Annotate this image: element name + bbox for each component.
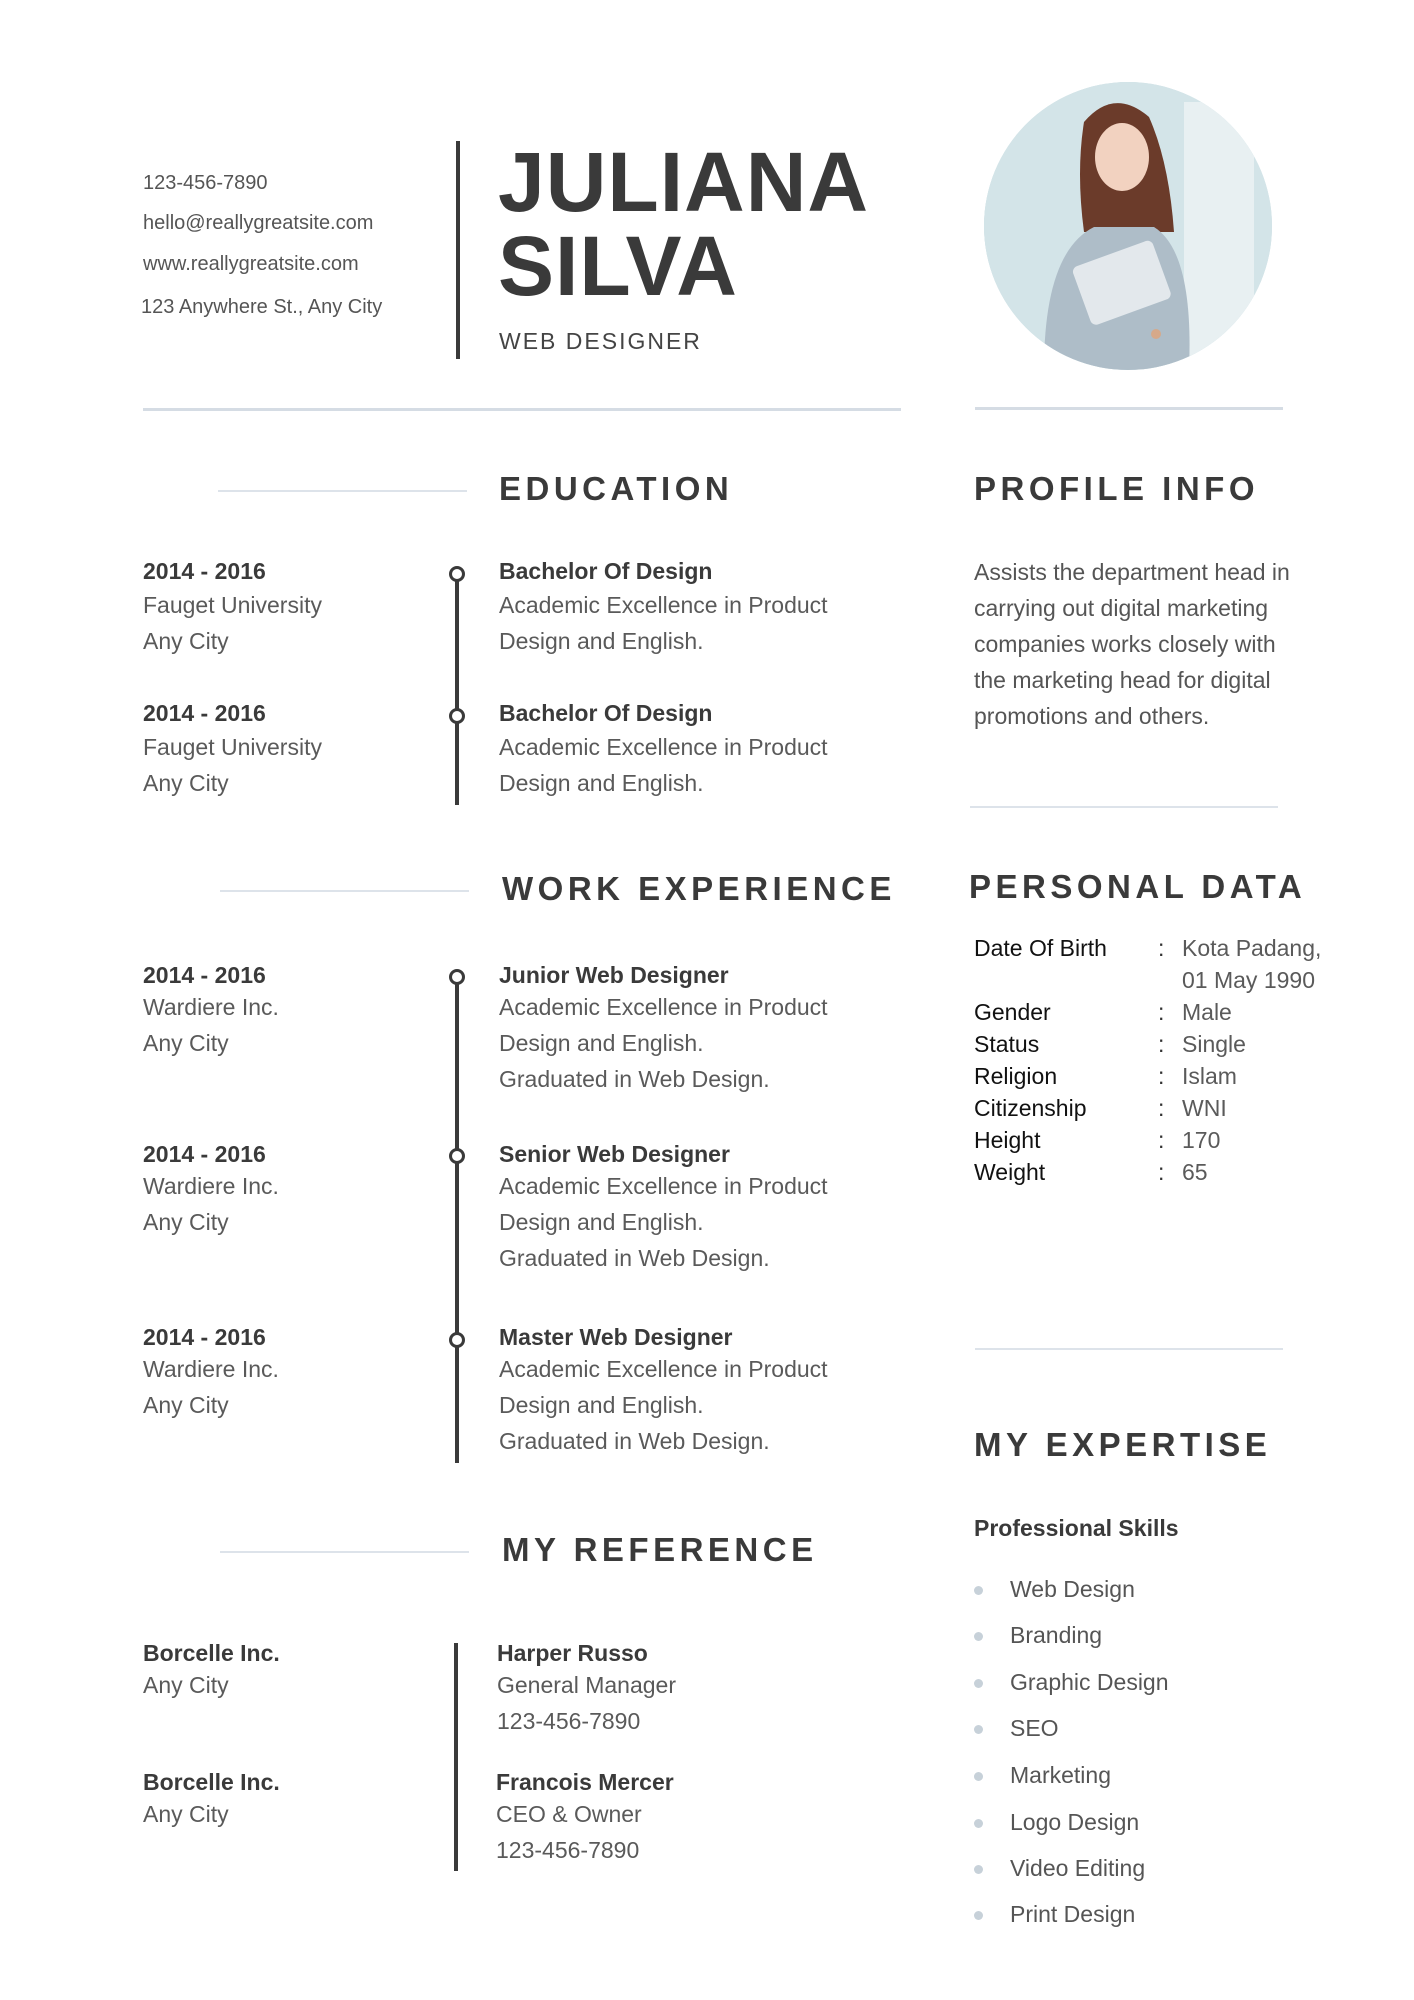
- personal-value: 65: [1182, 1159, 1208, 1185]
- reference-item: [143, 1769, 280, 1832]
- personal-label: Religion: [974, 1063, 1058, 1089]
- timeline-node-icon: [449, 566, 465, 582]
- person-photo-icon: [984, 82, 1272, 370]
- expertise-title: MY EXPERTISE: [974, 1426, 1272, 1463]
- header-rule-left: [143, 408, 901, 411]
- education-title-rule: [218, 490, 467, 492]
- work-years: 2014 - 2016: [143, 1324, 266, 1350]
- reference-divider: [454, 1643, 458, 1871]
- profile-rule: [970, 806, 1278, 808]
- personal-value: Kota Padang,: [1182, 935, 1322, 961]
- work-role: Junior Web Designer: [499, 962, 729, 988]
- contact-website[interactable]: www.reallygreatsite.com: [143, 253, 359, 275]
- header-rule-right: [975, 407, 1283, 410]
- reference-phone: 123-456-7890: [497, 1708, 641, 1734]
- timeline-node-icon: [449, 969, 465, 985]
- personal-value: WNI: [1182, 1095, 1227, 1121]
- work-company: Wardiere Inc.: [143, 994, 279, 1020]
- education-years: 2014 - 2016: [143, 558, 266, 584]
- job-title: WEB DESIGNER: [499, 328, 702, 354]
- reference-position: General Manager: [497, 1672, 676, 1698]
- work-timeline: [455, 975, 459, 1463]
- work-desc: Design and English.: [499, 1030, 704, 1056]
- personal-value: Male: [1182, 999, 1232, 1025]
- work-company: Wardiere Inc.: [143, 1173, 279, 1199]
- education-desc: Design and English.: [499, 628, 704, 654]
- education-desc: Academic Excellence in Product: [499, 734, 828, 760]
- work-item: [143, 1141, 279, 1240]
- education-city: Any City: [143, 770, 229, 796]
- education-title: EDUCATION: [499, 470, 734, 507]
- work-desc: Academic Excellence in Product: [499, 994, 828, 1020]
- education-school: Fauget University: [143, 734, 322, 760]
- work-detail: [499, 962, 828, 1097]
- work-desc: Academic Excellence in Product: [499, 1173, 828, 1199]
- bullet-icon: [974, 1772, 983, 1781]
- work-city: Any City: [143, 1209, 229, 1235]
- education-degree: Bachelor Of Design: [499, 700, 713, 726]
- work-detail: [499, 1141, 828, 1276]
- personal-label: Citizenship: [974, 1095, 1087, 1121]
- education-desc: Design and English.: [499, 770, 704, 796]
- work-desc: Graduated in Web Design.: [499, 1428, 770, 1454]
- contact-phone: 123-456-7890: [143, 172, 268, 194]
- personal-colon: :: [1158, 1095, 1165, 1121]
- education-city: Any City: [143, 628, 229, 654]
- work-city: Any City: [143, 1030, 229, 1056]
- reference-city: Any City: [143, 1801, 229, 1827]
- bullet-icon: [974, 1819, 983, 1828]
- contact-email[interactable]: hello@reallygreatsite.com: [143, 212, 374, 234]
- personal-colon: :: [1158, 1159, 1165, 1185]
- work-detail: [499, 1324, 828, 1459]
- personal-colon: :: [1158, 1127, 1165, 1153]
- header-divider: [456, 141, 460, 359]
- work-desc: Graduated in Web Design.: [499, 1066, 770, 1092]
- personal-value: Islam: [1182, 1063, 1237, 1089]
- personal-title: PERSONAL DATA: [969, 868, 1307, 905]
- education-detail: [499, 558, 828, 659]
- education-degree: Bachelor Of Design: [499, 558, 713, 584]
- bullet-icon: [974, 1725, 983, 1734]
- profile-photo: [984, 82, 1272, 370]
- work-company: Wardiere Inc.: [143, 1356, 279, 1382]
- last-name: SILVA: [498, 219, 738, 313]
- bullet-icon: [974, 1865, 983, 1874]
- work-desc: Academic Excellence in Product: [499, 1356, 828, 1382]
- work-city: Any City: [143, 1392, 229, 1418]
- work-title: WORK EXPERIENCE: [502, 870, 896, 907]
- reference-contact: [497, 1640, 676, 1739]
- personal-label: Height: [974, 1127, 1041, 1153]
- personal-label: Weight: [974, 1159, 1046, 1185]
- work-item: [143, 1324, 279, 1423]
- contact-address: 123 Anywhere St., Any City: [141, 296, 383, 318]
- work-desc: Design and English.: [499, 1209, 704, 1235]
- bullet-icon: [974, 1679, 983, 1688]
- timeline-node-icon: [449, 708, 465, 724]
- reference-company: Borcelle Inc.: [143, 1769, 280, 1795]
- reference-item: [143, 1640, 280, 1703]
- personal-label: Gender: [974, 999, 1051, 1025]
- timeline-node-icon: [449, 1148, 465, 1164]
- reference-name: Harper Russo: [497, 1640, 648, 1666]
- education-item: [143, 558, 322, 659]
- personal-colon: :: [1158, 1063, 1165, 1089]
- full-name: [498, 135, 870, 313]
- first-name: JULIANA: [498, 135, 870, 229]
- work-item: [143, 962, 279, 1061]
- reference-phone: 123-456-7890: [496, 1837, 640, 1863]
- bullet-icon: [974, 1632, 983, 1641]
- profile-title: PROFILE INFO: [974, 470, 1259, 507]
- education-detail: [499, 700, 828, 801]
- personal-colon: :: [1158, 1031, 1165, 1057]
- personal-value: 170: [1182, 1127, 1221, 1153]
- timeline-node-icon: [449, 1332, 465, 1348]
- reference-title: MY REFERENCE: [502, 1531, 818, 1568]
- reference-position: CEO & Owner: [496, 1801, 642, 1827]
- personal-rule: [975, 1348, 1283, 1350]
- work-desc: Design and English.: [499, 1392, 704, 1418]
- education-timeline: [455, 573, 459, 805]
- personal-label: Status: [974, 1031, 1040, 1057]
- bullet-icon: [974, 1586, 983, 1595]
- education-item: [143, 700, 322, 801]
- work-years: 2014 - 2016: [143, 1141, 266, 1167]
- personal-value: 01 May 1990: [1182, 967, 1315, 993]
- education-school: Fauget University: [143, 592, 322, 618]
- reference-city: Any City: [143, 1672, 229, 1698]
- personal-colon: :: [1158, 999, 1165, 1025]
- work-years: 2014 - 2016: [143, 962, 266, 988]
- reference-title-rule: [220, 1551, 469, 1553]
- work-title-rule: [220, 890, 469, 892]
- work-role: Senior Web Designer: [499, 1141, 730, 1167]
- profile-text: Assists the department head in carrying out digital marketing companies works closely with the marketing head for digital promotions and others.: [974, 559, 1290, 729]
- personal-label: Date Of Birth: [974, 935, 1107, 961]
- education-desc: Academic Excellence in Product: [499, 592, 828, 618]
- expertise-subtitle: Professional Skills: [974, 1515, 1179, 1541]
- reference-company: Borcelle Inc.: [143, 1640, 280, 1666]
- work-role: Master Web Designer: [499, 1324, 733, 1350]
- bullet-icon: [974, 1911, 983, 1920]
- personal-value: Single: [1182, 1031, 1246, 1057]
- education-years: 2014 - 2016: [143, 700, 266, 726]
- reference-name: Francois Mercer: [496, 1769, 674, 1795]
- work-desc: Graduated in Web Design.: [499, 1245, 770, 1271]
- reference-contact: [496, 1769, 674, 1868]
- personal-colon: :: [1158, 935, 1165, 961]
